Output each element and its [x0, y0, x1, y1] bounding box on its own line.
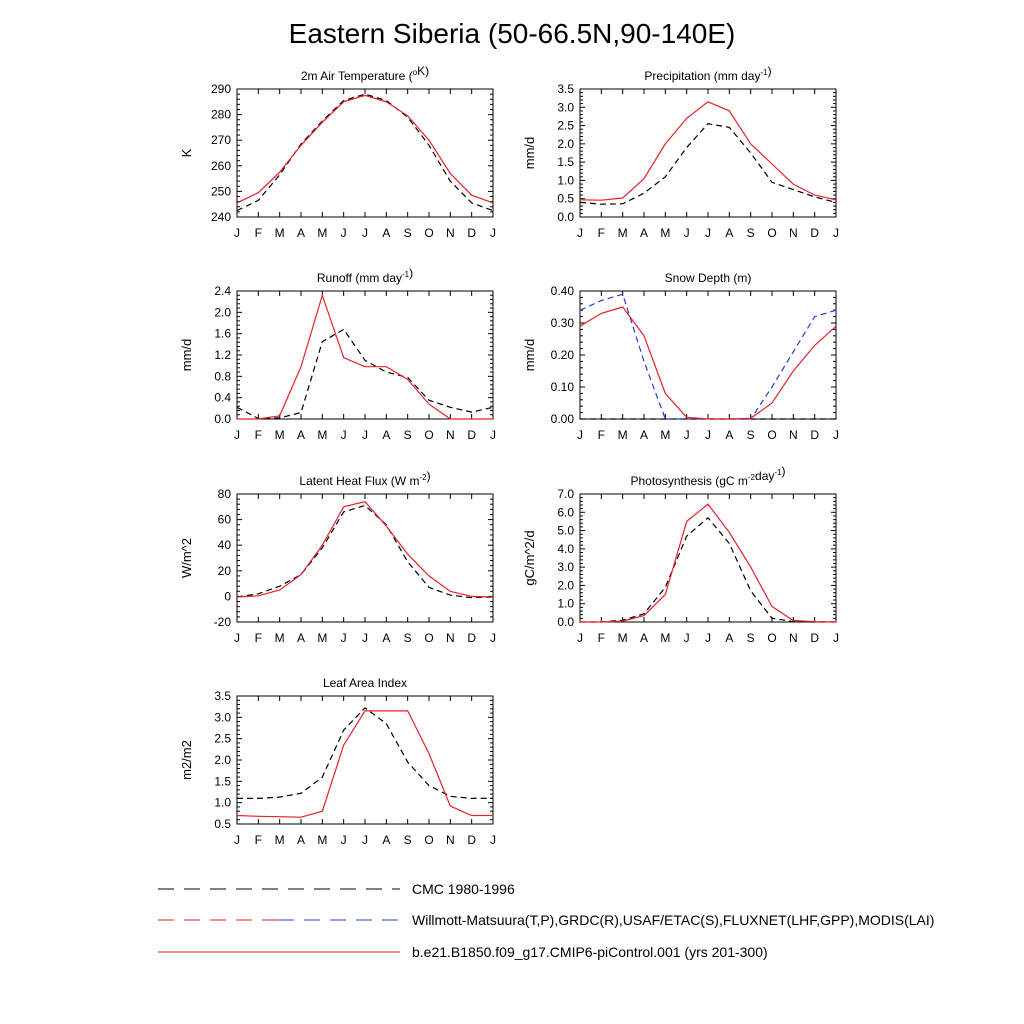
y-tick-label: 0.5 [557, 191, 574, 206]
x-tick-label: A [725, 226, 734, 240]
title-text: Latent Heat Flux (W m [299, 474, 420, 488]
y-tick-label: 1.0 [557, 173, 574, 188]
y-tick-label: 0.4 [214, 390, 231, 405]
y-tick-label: 0.20 [550, 348, 574, 362]
x-tick-label: J [362, 226, 368, 240]
x-tick-label: J [705, 428, 711, 442]
x-tick-label: A [639, 631, 649, 645]
y-axis-label: W/m^2 [179, 537, 194, 579]
plot-frame [580, 89, 836, 217]
chart-title [644, 64, 771, 83]
x-tick-label: O [424, 428, 434, 442]
x-tick-label: M [660, 631, 671, 645]
plot-frame [580, 494, 836, 622]
x-tick-label: A [382, 428, 391, 442]
y-tick-label: 2.0 [557, 136, 574, 151]
y-tick-label: 1.0 [214, 795, 231, 810]
x-tick-label: M [617, 226, 628, 240]
y-tick-label: 1.2 [214, 348, 231, 362]
series-line-model [237, 711, 493, 817]
y-tick-label: 0.0 [214, 412, 231, 426]
x-tick-label: J [234, 833, 240, 847]
y-tick-label: 6.0 [557, 505, 574, 520]
x-tick-label: J [340, 428, 347, 442]
y-tick-label: -20 [213, 615, 231, 629]
plot-frame [237, 291, 493, 419]
x-tick-label: M [274, 226, 285, 240]
x-tick-label: F [254, 226, 263, 240]
x-tick-label: O [767, 428, 777, 442]
y-tick-label: 0.0 [557, 615, 574, 629]
x-tick-label: N [445, 833, 455, 847]
y-tick-label: 2.0 [557, 578, 574, 593]
x-tick-label: M [317, 226, 328, 240]
y-tick-label: 2.0 [214, 753, 231, 767]
y-tick-label: 0.30 [550, 316, 574, 330]
y-tick-label: 0.00 [550, 412, 574, 426]
x-tick-label: F [254, 631, 263, 645]
x-tick-label: M [274, 428, 285, 442]
y-axis-label: m2/m2 [179, 740, 194, 780]
y-tick-label: 1.5 [214, 774, 231, 789]
x-tick-label: N [445, 631, 455, 645]
legend-item-1 [158, 912, 934, 928]
x-tick-label: A [639, 428, 649, 442]
legend-label: b.e21.B1850.f09_g17.CMIP6-piControl.001 (yrs 201-300) [412, 944, 768, 960]
chart-panel-6 [179, 676, 496, 847]
series-line-obs [580, 518, 836, 622]
title-text: ) [781, 464, 786, 478]
y-tick-label: 7.0 [557, 487, 574, 501]
plot-frame [237, 494, 493, 622]
series-line-obs [580, 124, 836, 205]
x-tick-label: D [467, 428, 477, 442]
title-superscript: -2 [747, 473, 756, 482]
plot-frame [580, 291, 836, 419]
x-tick-label: N [788, 226, 798, 240]
title-superscript: o [412, 68, 418, 77]
y-tick-label: 2.5 [214, 731, 231, 746]
x-tick-label: M [660, 428, 671, 442]
y-tick-label: 3.5 [557, 82, 574, 96]
y-axis-label: mm/d [522, 338, 537, 372]
x-tick-label: J [490, 833, 496, 847]
x-tick-label: N [788, 631, 798, 645]
x-tick-label: A [296, 833, 306, 847]
x-tick-label: J [577, 428, 583, 442]
chart-panel-3 [522, 271, 839, 442]
x-tick-label: M [274, 631, 285, 645]
page-title: Eastern Siberia (50-66.5N,90-140E) [288, 18, 736, 49]
x-tick-label: J [340, 226, 347, 240]
title-text: Photosynthesis (gC m [630, 474, 748, 488]
title-text: Precipitation (mm day [644, 69, 761, 83]
y-tick-label: 20 [217, 563, 231, 578]
x-tick-label: O [424, 226, 434, 240]
legend-label: CMC 1980-1996 [412, 881, 515, 897]
y-tick-label: 1.6 [214, 326, 231, 341]
y-tick-label: 3.0 [557, 560, 574, 575]
chart-panel-5 [522, 464, 839, 645]
title-text: Runoff (mm day [316, 271, 403, 285]
x-tick-label: O [767, 226, 777, 240]
x-tick-label: A [639, 226, 649, 240]
x-tick-label: J [683, 631, 690, 645]
chart-panel-0 [179, 64, 496, 240]
title-superscript: -1 [760, 68, 768, 77]
y-tick-label: 3.5 [214, 689, 231, 703]
chart-title [631, 464, 786, 488]
series-line-obs [237, 708, 493, 799]
y-tick-label: 290 [210, 82, 231, 96]
y-tick-label: 2.5 [557, 118, 574, 133]
x-tick-label: J [340, 833, 347, 847]
x-tick-label: J [362, 631, 368, 645]
x-tick-label: A [296, 631, 306, 645]
x-tick-label: F [597, 226, 606, 240]
y-tick-label: 0.5 [214, 817, 231, 831]
chart-panel-2 [179, 266, 496, 442]
y-tick-label: 4.0 [557, 541, 574, 556]
chart-title [301, 64, 429, 83]
title-text: ) [767, 64, 772, 78]
y-tick-label: 240 [210, 210, 231, 224]
title-text: K) [417, 64, 430, 78]
x-tick-label: S [403, 428, 412, 442]
x-tick-label: J [833, 631, 839, 645]
x-tick-label: J [340, 631, 347, 645]
x-tick-label: D [467, 631, 477, 645]
series-line-snow_obs [580, 294, 836, 419]
chart-panel-1 [522, 64, 839, 240]
x-tick-label: F [254, 833, 263, 847]
series-line-model [237, 95, 493, 202]
y-tick-label: 2.4 [214, 284, 231, 298]
y-tick-label: 60 [217, 512, 231, 527]
x-tick-label: J [833, 226, 839, 240]
y-tick-label: 3.0 [557, 100, 574, 115]
y-tick-label: 1.0 [557, 596, 574, 611]
title-superscript: -2 [419, 473, 427, 482]
x-tick-label: F [597, 631, 606, 645]
y-tick-label: 260 [210, 158, 231, 173]
legend-item-0 [158, 881, 515, 897]
chart-title [317, 266, 413, 285]
chart-title [665, 271, 752, 285]
legend-item-2 [158, 944, 768, 960]
legend-label: Willmott-Matsuura(T,P),GRDC(R),USAF/ETAC(S),FLUXNET(LHF,GPP),MODIS(LAI) [412, 912, 935, 928]
x-tick-label: J [705, 226, 711, 240]
x-tick-label: S [746, 631, 755, 645]
y-tick-label: 1.5 [557, 155, 574, 170]
x-tick-label: J [577, 226, 583, 240]
x-tick-label: D [467, 833, 477, 847]
x-tick-label: A [382, 833, 391, 847]
x-tick-label: D [810, 631, 820, 645]
x-tick-label: S [403, 833, 412, 847]
plot-frame [237, 89, 493, 217]
series-line-model [237, 295, 493, 419]
x-tick-label: J [833, 428, 839, 442]
y-axis-label: gC/m^2/d [522, 530, 537, 586]
x-tick-label: S [403, 631, 412, 645]
chart-panel-4 [179, 469, 496, 645]
x-tick-label: O [424, 631, 434, 645]
x-tick-label: O [424, 833, 434, 847]
y-tick-label: 0.10 [550, 380, 574, 394]
x-tick-label: J [683, 226, 690, 240]
y-tick-label: 2.0 [214, 305, 231, 320]
series-line-model [580, 307, 836, 419]
x-tick-label: A [382, 226, 391, 240]
x-tick-label: D [810, 226, 820, 240]
x-tick-label: N [445, 428, 455, 442]
y-tick-label: 5.0 [557, 523, 574, 538]
x-tick-label: J [705, 631, 711, 645]
x-tick-label: A [725, 428, 734, 442]
x-tick-label: A [296, 428, 306, 442]
x-tick-label: M [660, 226, 671, 240]
title-text: ) [426, 469, 431, 483]
x-tick-label: J [490, 631, 496, 645]
series-line-model [580, 102, 836, 200]
x-tick-label: M [274, 833, 285, 847]
x-tick-label: A [725, 631, 734, 645]
y-axis-label: K [179, 148, 194, 158]
title-text: day [755, 469, 775, 483]
x-tick-label: M [617, 428, 628, 442]
title-superscript: -1 [774, 468, 782, 477]
x-tick-label: J [234, 428, 240, 442]
y-tick-label: 3.0 [214, 710, 231, 725]
x-tick-label: J [490, 226, 496, 240]
x-tick-label: A [296, 226, 306, 240]
y-tick-label: 0.8 [214, 369, 231, 384]
series-line-obs [237, 506, 493, 598]
y-tick-label: 0.0 [557, 210, 574, 224]
series-line-model [237, 502, 493, 597]
x-tick-label: J [362, 428, 368, 442]
title-superscript: -1 [402, 270, 410, 279]
x-tick-label: M [317, 631, 328, 645]
x-tick-label: S [746, 226, 755, 240]
title-text: 2m Air Temperature ( [300, 69, 413, 83]
x-tick-label: N [445, 226, 455, 240]
x-tick-label: F [254, 428, 263, 442]
y-axis-label: mm/d [179, 338, 194, 372]
plot-frame [237, 696, 493, 824]
x-tick-label: N [788, 428, 798, 442]
x-tick-label: J [234, 226, 240, 240]
x-tick-label: D [810, 428, 820, 442]
y-tick-label: 270 [210, 133, 231, 148]
y-tick-label: 0.40 [550, 284, 574, 298]
chart-title [299, 469, 430, 488]
x-tick-label: M [317, 428, 328, 442]
x-tick-label: M [317, 833, 328, 847]
y-axis-label: mm/d [522, 136, 537, 170]
x-tick-label: O [767, 631, 777, 645]
title-text: Leaf Area Index [322, 676, 408, 690]
y-tick-label: 250 [210, 184, 231, 199]
x-tick-label: J [577, 631, 583, 645]
y-tick-label: 280 [210, 107, 231, 122]
title-text: ) [409, 266, 414, 280]
chart-title [323, 676, 407, 690]
x-tick-label: J [362, 833, 368, 847]
title-text: Snow Depth (m) [664, 271, 752, 285]
series-line-model [580, 504, 836, 622]
y-tick-label: 0 [224, 589, 231, 604]
x-tick-label: M [617, 631, 628, 645]
x-tick-label: S [746, 428, 755, 442]
y-tick-label: 80 [217, 487, 231, 501]
y-tick-label: 40 [217, 538, 231, 553]
x-tick-label: J [234, 631, 240, 645]
x-tick-label: A [382, 631, 391, 645]
x-tick-label: D [467, 226, 477, 240]
x-tick-label: F [597, 428, 606, 442]
x-tick-label: J [490, 428, 496, 442]
x-tick-label: J [683, 428, 690, 442]
series-line-obs [237, 94, 493, 211]
x-tick-label: S [403, 226, 412, 240]
series-line-obs [237, 329, 493, 418]
